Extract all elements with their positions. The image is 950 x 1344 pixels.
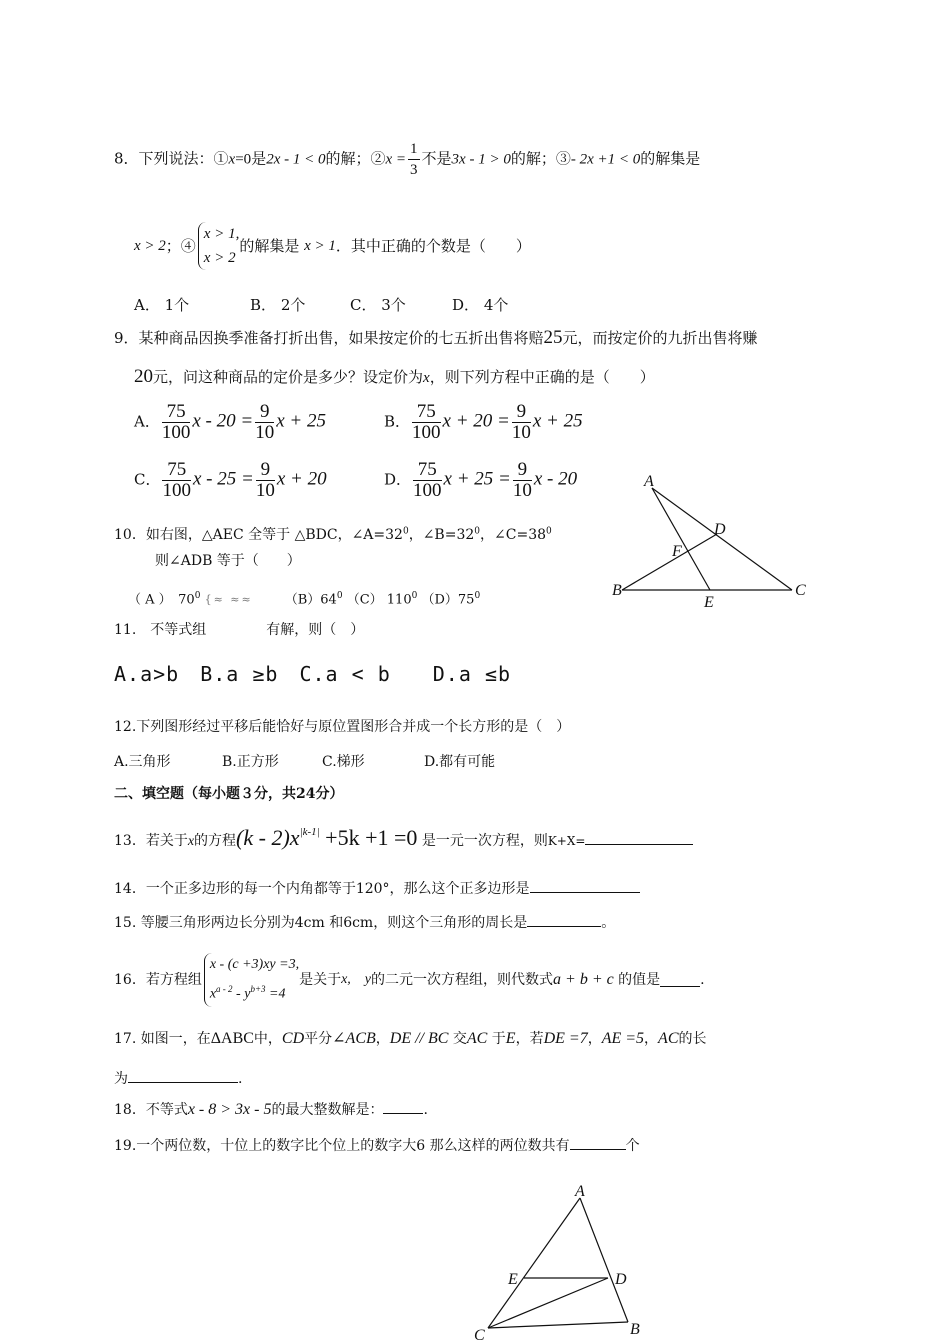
fig1-label-a: A: [644, 473, 654, 490]
q17-t7: ，: [587, 1031, 602, 1047]
q8-opt-c-text: 3个: [381, 296, 406, 314]
q10-opt-b: （B）64: [284, 592, 337, 608]
q10-deg3: 0: [546, 526, 552, 537]
q10-scribble: ≈ ≈≈: [213, 593, 253, 607]
q17-t3: ，: [375, 1031, 390, 1047]
q12-opt-b: B.正方形: [222, 754, 279, 770]
q8-sol1: 的解；②: [325, 149, 386, 168]
q10-options: [128, 586, 480, 610]
q15-text: 15. 等腰三角形两边长分别为4cm 和6cm，则这个三角形的周长是: [114, 915, 528, 931]
q13-answer-blank[interactable]: [585, 830, 693, 845]
q9-c-frac1: [162, 460, 191, 501]
q9-line1: [114, 328, 758, 348]
q9-b-f10: 10: [511, 422, 531, 443]
q9-b-f75: 75: [412, 402, 441, 423]
q9-option-c: [134, 460, 327, 501]
q8-var: x: [228, 151, 236, 168]
fig2-line-ab: [580, 1198, 628, 1322]
q8-fraction: [408, 139, 420, 180]
section-heading-text: 二、填空题（每小题３分，共24分）: [114, 786, 344, 802]
q16-text1d: 的值是: [618, 971, 661, 988]
q17-tri: ΔABC: [210, 1030, 254, 1047]
q9-a-frac1: [162, 402, 191, 443]
q9-c-f10: 10: [255, 480, 275, 501]
q18-ineq: x - 8 > 3x - 5: [187, 1101, 272, 1118]
fig1-label-d: D: [714, 521, 726, 538]
q16-line: [114, 953, 705, 1007]
q17-cd: CD: [281, 1030, 305, 1047]
q18-end: .: [423, 1102, 428, 1118]
q17-t1: 中，: [253, 1031, 282, 1047]
q11-line1: [114, 620, 364, 640]
q17-ac: AC: [466, 1030, 488, 1047]
q17-e: E: [505, 1030, 516, 1047]
q9-b-label: B．: [384, 412, 411, 431]
q12-option-b: [222, 751, 279, 771]
q10-text1e: ，∠C=38: [480, 527, 547, 543]
q8-sys1: x > 1,: [203, 226, 240, 242]
q9-d-label: D．: [384, 470, 412, 489]
q9-a-f9: 9: [255, 402, 274, 423]
q9-option-b: [384, 402, 583, 443]
q12-text: 12.下列图形经过平移后能恰好与原位置图形合并成一个长方形的是（ ）: [114, 719, 571, 735]
q14-line: [114, 878, 640, 899]
q9-d-frac2: [513, 460, 532, 501]
q8-opt-d-label: D．: [452, 296, 480, 314]
q10-line2: [155, 551, 301, 571]
q16-sys2-sup2: b+3: [250, 984, 266, 994]
q8-is: 是: [251, 149, 267, 168]
q10-text1b: AEC 全等于: [212, 527, 291, 543]
q9-a-f75: 75: [162, 402, 191, 423]
q16-end: .: [700, 971, 705, 988]
fig1-label-c: C: [795, 582, 806, 599]
q8-option-b: [250, 294, 305, 315]
figure-triangle-1: [600, 470, 820, 615]
q8-line1: [114, 139, 700, 180]
q16-system: [204, 953, 299, 1007]
q9-a-f100: 100: [161, 422, 191, 443]
q13-text1: 13．若关于: [114, 833, 188, 849]
q17-t6: ，若: [515, 1031, 544, 1047]
q8-sys2: x > 2: [203, 250, 236, 266]
q17-de: DE =7: [543, 1030, 588, 1047]
q9-a-frac2: [255, 402, 274, 443]
q9-b-frac2: [512, 402, 531, 443]
q19-line: [114, 1135, 640, 1156]
q9-c-f9: 9: [256, 460, 275, 481]
fig1-line-ae: [652, 488, 710, 590]
q16-sys2-rhs: =4: [265, 986, 286, 1002]
q9-d-f75: 75: [413, 460, 442, 481]
q17-line2: [114, 1068, 242, 1089]
q13-var: x: [187, 834, 195, 849]
q9-b-lhs: x + 20 =: [442, 410, 510, 432]
triangle-icon-2: △: [294, 527, 306, 543]
q9-b-frac1: [412, 402, 441, 443]
q10-deg2: 0: [474, 526, 481, 537]
q8-option-d: [452, 294, 508, 315]
q10-opt-d-deg: 0: [474, 591, 481, 601]
q8-opt-b-text: 2个: [280, 296, 306, 314]
fig2-label-b: B: [630, 1321, 640, 1338]
scribble-mark: {≈ ≈≈: [204, 593, 253, 607]
q17-ang: ∠ACB: [332, 1030, 376, 1047]
q9-a-label: A．: [134, 412, 160, 431]
q13-text1b: 的方程: [194, 833, 237, 849]
q8-opt-a-label: A．: [134, 296, 160, 314]
fig2-line-cb: [488, 1322, 628, 1328]
q11-text1: 11. 不等式组: [114, 622, 207, 638]
q9-text1b: 元，而按定价的九折出售将赚: [562, 329, 758, 347]
q17-t4: 交: [452, 1031, 467, 1047]
q18-answer-blank[interactable]: [383, 1099, 423, 1114]
fig1-line-ac: [652, 488, 792, 590]
q14-text: 14．一个正多边形的每一个内角都等于120°，那么这个正多边形是: [114, 881, 530, 897]
fig1-label-f: F: [672, 543, 682, 560]
q17-answer-blank[interactable]: [128, 1068, 238, 1083]
fig2-label-e: E: [508, 1271, 518, 1288]
q15-answer-blank[interactable]: [527, 912, 601, 927]
q12-opt-a: A.三角形: [114, 754, 171, 770]
q9-d-lhs: x + 25 =: [443, 468, 511, 490]
q8-opt-b-label: B．: [250, 296, 277, 314]
q17-ae: AE =5: [601, 1030, 645, 1047]
q9-c-f75: 75: [162, 460, 191, 481]
q9-loss: 25: [543, 327, 563, 348]
q8-ineq1: 2x - 1 < 0: [266, 151, 326, 168]
q8-sol2: 的解；③: [510, 149, 571, 168]
q8-frac-num: 1: [408, 139, 420, 160]
q10-text1c: BDC，∠A=32: [305, 527, 403, 543]
q9-a-rhs: x + 25: [276, 410, 326, 432]
q9-d-frac1: [413, 460, 442, 501]
q16-sys2-x: x: [209, 986, 217, 1002]
q16-vars: x, y: [341, 971, 372, 987]
q9-c-label: C．: [134, 470, 161, 489]
fig1-label-e: E: [704, 594, 714, 611]
q16-sys1: x - (c +3)xy =3,: [209, 957, 300, 972]
q8-opt-a-text: 1个: [164, 296, 190, 314]
q16-sys2-y: - y: [232, 986, 251, 1002]
q17-ac2: AC: [658, 1030, 679, 1047]
q17-t9: 的长: [678, 1031, 707, 1047]
q10-opt-d: （D）75: [421, 592, 475, 608]
q16-answer-blank[interactable]: [660, 972, 700, 987]
q13-eq-a: (k - 2)x: [236, 825, 300, 850]
q12-opt-c: C.梯形: [322, 754, 365, 770]
q8-frac-den: 3: [410, 162, 418, 178]
q13-line: [114, 822, 693, 852]
q8-opt-c-label: C．: [350, 296, 377, 314]
q9-b-rhs: x + 25: [532, 410, 583, 432]
q8-x2: x =: [385, 151, 407, 168]
q13-text1d: K+X=: [547, 834, 586, 848]
q9-c-lhs: x - 25 =: [192, 468, 254, 490]
q9-line2: [134, 367, 655, 388]
q16-text1b: 是关于: [299, 971, 342, 988]
q10-deg1: 0: [402, 526, 409, 537]
q14-answer-blank[interactable]: [530, 878, 640, 893]
q15-end: 。: [601, 915, 616, 931]
q9-text1: 9．某种商品因换季准备打折出售，如果按定价的七五折出售将赔: [114, 329, 544, 347]
q10-opt-c: （C） 110: [346, 592, 412, 608]
q10-text2: 则∠ADB 等于（ ）: [155, 553, 301, 569]
q12-option-c: [322, 751, 365, 771]
q18-text1: 18．不等式: [114, 1102, 188, 1118]
q8-cond2: x > 1: [304, 238, 336, 254]
q8-opt-d-text: 4个: [483, 296, 509, 314]
q16-sys2: [210, 977, 299, 1007]
section-heading: [114, 784, 343, 804]
q8-line2: [134, 222, 531, 270]
q9-b-f100: 100: [412, 422, 441, 443]
q17-line1: [114, 1029, 707, 1049]
q12-option-d: [424, 751, 495, 771]
q9-d-f100: 100: [413, 480, 442, 501]
q15-line: [114, 912, 615, 933]
fig1-line-bd: [622, 534, 717, 590]
q10-text1d: ，∠B=32: [408, 527, 475, 543]
q8-solset: 的解集是: [239, 237, 300, 255]
q17-t2: 平分: [304, 1031, 333, 1047]
q18-line: [114, 1099, 428, 1120]
fig2-label-c: C: [474, 1327, 485, 1344]
q19-text1: 19.一个两位数，十位上的数字比个位上的数字大6 那么这样的两位数共有: [114, 1138, 570, 1154]
q9-a-lhs: x - 20 =: [192, 410, 254, 432]
q9-var: x: [423, 370, 430, 386]
q10-text1: 10．如右图，: [114, 527, 202, 543]
fig1-label-b: B: [612, 582, 622, 599]
q8-item4: ；④: [165, 237, 196, 255]
q8-not: 不是: [421, 149, 452, 168]
q9-text2: 元，问这种商品的定价是多少？设定价为: [153, 368, 424, 386]
fig2-label-a: A: [575, 1183, 585, 1200]
q16-text1c: 的二元一次方程组，则代数式: [371, 971, 554, 988]
q8-option-c: [350, 294, 406, 315]
q17-t5: 于: [491, 1031, 506, 1047]
q17-l2: 为: [114, 1071, 128, 1087]
q9-a-f10: 10: [255, 422, 275, 443]
q16-text1: 16．若方程组: [114, 971, 202, 988]
q9-b-f9: 9: [512, 402, 531, 423]
q17-text1: 17. 如图一，在: [114, 1031, 211, 1047]
q9-c-rhs: x + 20: [276, 468, 327, 490]
q8-eq0: =0: [235, 151, 252, 168]
q16-expr: a + b + c: [553, 970, 614, 988]
q12-option-a: [114, 751, 171, 771]
q8-ineq3: - 2x +1 < 0: [570, 151, 641, 168]
figure-triangle-2: [460, 1180, 660, 1344]
q10-opt-c-deg: 0: [411, 591, 418, 601]
q19-end: 个: [625, 1138, 640, 1154]
q8-sol3: 的解集是: [640, 149, 701, 168]
q8-cond: x > 2: [134, 238, 166, 254]
q11-options: [114, 664, 511, 684]
q9-gain: 20: [134, 366, 153, 387]
triangle-icon: △: [201, 527, 213, 543]
q12-opt-d: D.都有可能: [424, 754, 496, 770]
q10-opt-a: （ A ） 70: [128, 592, 195, 608]
q8-question: ．其中正确的个数是（ ）: [335, 237, 531, 255]
q13-eq-exp: |k-1|: [299, 826, 320, 838]
q13-text1c: 是一元一次方程，则: [421, 833, 548, 849]
q8-option-a: [134, 294, 189, 315]
q9-d-f10: 10: [512, 480, 532, 501]
q19-answer-blank[interactable]: [570, 1135, 626, 1150]
q8-number: 8．下列说法：①: [114, 149, 229, 168]
q17-par: DE // BC: [389, 1030, 449, 1047]
q9-option-d: [384, 460, 577, 501]
q10-line1: [114, 517, 552, 545]
q12-line1: [114, 717, 570, 737]
q9-c-f100: 100: [162, 480, 191, 501]
q17-l2end: .: [238, 1071, 243, 1087]
q10-opt-a-deg: 0: [194, 591, 201, 601]
q9-d-f9: 9: [513, 460, 532, 481]
q11-opts-text: A.a>b B.a ≥b C.a < b D.a ≤b: [114, 662, 511, 686]
q8-ineq2: 3x - 1 > 0: [451, 151, 511, 168]
q9-option-a: [134, 402, 326, 443]
q18-text1b: 的最大整数解是：: [271, 1102, 384, 1118]
q13-eq-b: +5k +1 =0: [319, 825, 418, 850]
q9-d-rhs: x - 20: [533, 468, 578, 490]
q9-text2b: ，则下列方程中正确的是（ ）: [429, 368, 655, 386]
q10-opt-b-deg: 0: [336, 591, 343, 601]
q16-sys2-sup1: a - 2: [216, 984, 233, 994]
fig2-label-d: D: [615, 1271, 627, 1288]
q9-c-frac2: [256, 460, 275, 501]
q8-system: [198, 222, 240, 270]
q17-t8: ，: [644, 1031, 659, 1047]
q11-text1b: 有解，则（ ）: [266, 622, 365, 638]
